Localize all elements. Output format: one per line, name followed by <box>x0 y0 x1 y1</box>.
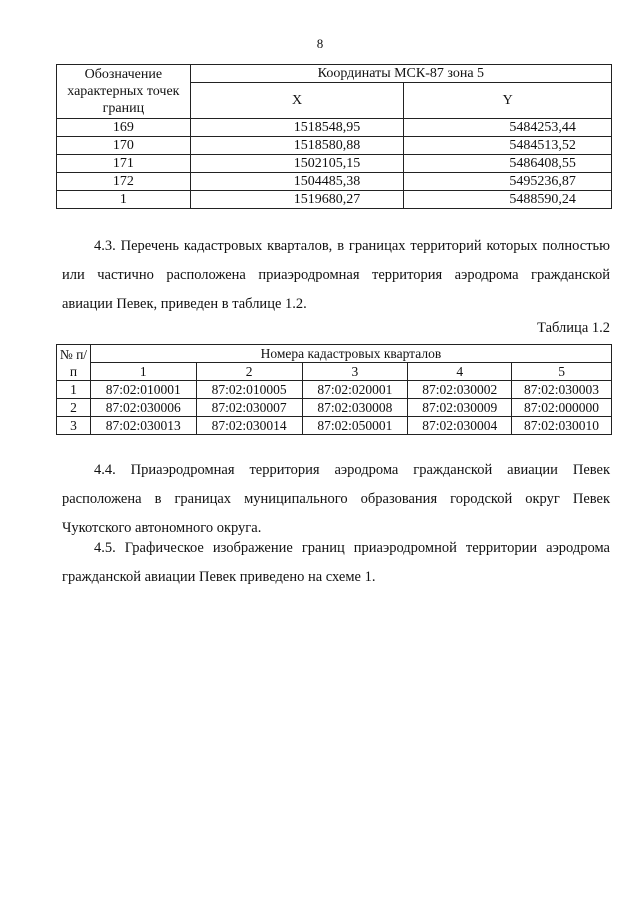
table-row <box>57 137 612 155</box>
column-number: 1 <box>90 363 196 381</box>
quarter-cell: 87:02:030006 <box>90 399 196 417</box>
header-designation: Обозначение характерных точек границ <box>57 65 191 119</box>
column-number: 5 <box>512 363 612 381</box>
quarter-cell: 87:02:010005 <box>196 381 302 399</box>
column-numbers-row <box>57 363 612 381</box>
table-row <box>57 191 612 209</box>
quarter-cell: 87:02:030002 <box>408 381 512 399</box>
paragraph-4-5: 4.5. Графическое изображение границ приаэродромной территории аэродрома гражданской авиации Певек приведено на схеме 1. <box>62 540 610 585</box>
header-quarters-title: Номера кадастровых кварталов <box>90 345 611 363</box>
point-cell: 170 <box>57 137 191 155</box>
column-number: 2 <box>196 363 302 381</box>
y-cell: 5495236,87 <box>404 173 612 191</box>
quarter-cell: 87:02:010001 <box>90 381 196 399</box>
x-cell: 1518580,88 <box>190 137 404 155</box>
row-number: 1 <box>57 381 91 399</box>
x-cell: 1504485,38 <box>190 173 404 191</box>
quarter-cell: 87:02:000000 <box>512 399 612 417</box>
table-row <box>57 173 612 191</box>
quarter-cell: 87:02:020001 <box>302 381 408 399</box>
point-cell: 172 <box>57 173 191 191</box>
table-row <box>57 399 612 417</box>
row-number: 3 <box>57 417 91 435</box>
quarter-cell: 87:02:030014 <box>196 417 302 435</box>
y-cell: 5488590,24 <box>404 191 612 209</box>
column-number: 3 <box>302 363 408 381</box>
paragraph-4-4: 4.4. Приаэродромная территория аэродрома гражданской авиации Певек расположена в границах муниципального образования городской округ Певек Чукотского автономного округа. <box>62 462 610 536</box>
x-cell: 1502105,15 <box>190 155 404 173</box>
point-cell: 1 <box>57 191 191 209</box>
quarter-cell: 87:02:030008 <box>302 399 408 417</box>
table-caption: Таблица 1.2 <box>537 320 610 336</box>
quarter-cell: 87:02:030003 <box>512 381 612 399</box>
table-row <box>57 381 612 399</box>
table-row <box>57 119 612 137</box>
table-row <box>57 155 612 173</box>
x-cell: 1518548,95 <box>190 119 404 137</box>
column-number: 4 <box>408 363 512 381</box>
quarter-cell: 87:02:030013 <box>90 417 196 435</box>
point-cell: 169 <box>57 119 191 137</box>
header-coordinates: Координаты МСК-87 зона 5 <box>190 65 611 83</box>
x-cell: 1519680,27 <box>190 191 404 209</box>
coordinates-table <box>56 64 612 209</box>
y-cell: 5484513,52 <box>404 137 612 155</box>
y-cell: 5486408,55 <box>404 155 612 173</box>
paragraph-4-3: 4.3. Перечень кадастровых кварталов, в границах территорий которых полностью или частично расположена приаэродромная территория аэродрома гражданской авиации Певек, приведен в таблице 1.2. <box>62 238 610 312</box>
quarter-cell: 87:02:030009 <box>408 399 512 417</box>
page-number: 8 <box>316 36 324 51</box>
header-number: № п/п <box>57 345 91 381</box>
coordinates-table-body <box>57 119 612 209</box>
y-cell: 5484253,44 <box>404 119 612 137</box>
quarter-cell: 87:02:050001 <box>302 417 408 435</box>
header-x: X <box>190 83 404 119</box>
table-row <box>57 417 612 435</box>
cadastral-quarters-body <box>57 381 612 435</box>
point-cell: 171 <box>57 155 191 173</box>
row-number: 2 <box>57 399 91 417</box>
quarter-cell: 87:02:030010 <box>512 417 612 435</box>
header-y: Y <box>404 83 612 119</box>
quarter-cell: 87:02:030004 <box>408 417 512 435</box>
quarter-cell: 87:02:030007 <box>196 399 302 417</box>
cadastral-quarters-table <box>56 344 612 435</box>
